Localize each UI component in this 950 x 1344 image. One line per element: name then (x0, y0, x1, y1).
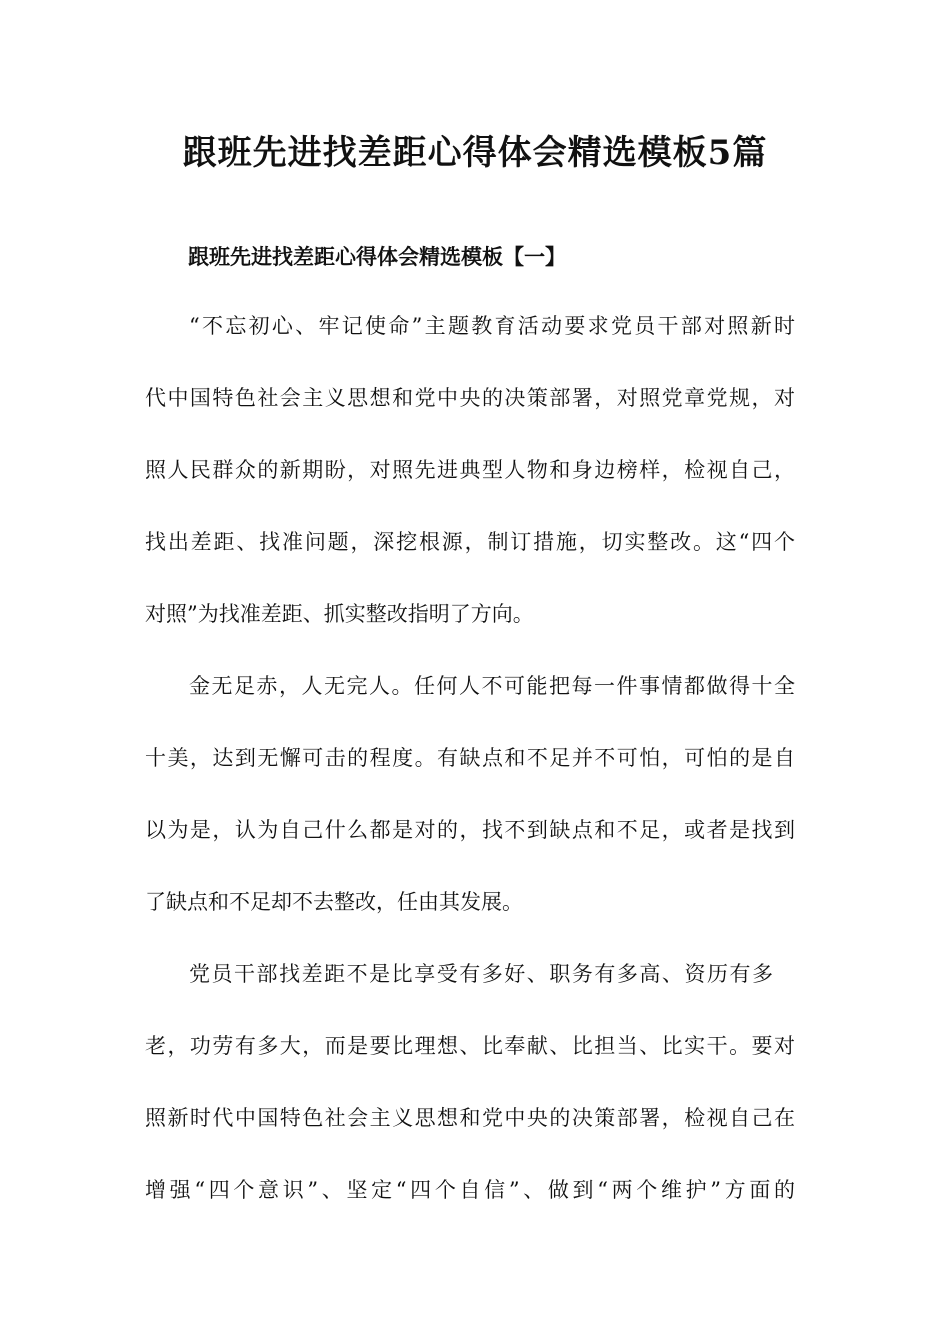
paragraph-line: 对照”为找准差距、抓实整改指明了方向。 (145, 602, 534, 626)
paragraph-line: 增强“四个意识”、坚定“四个自信”、做到“两个维护”方面的 (145, 1178, 795, 1202)
paragraph-line: 金无足赤，人无完人。任何人不可能把每一件事情都做得十全 (189, 674, 795, 698)
paragraph-line: 照人民群众的新期盼，对照先进典型人物和身边榜样，检视自己， (145, 458, 795, 482)
paragraph-line: 了缺点和不足却不去整改，任由其发展。 (145, 890, 523, 914)
paragraph-line: 代中国特色社会主义思想和党中央的决策部署，对照党章党规，对 (145, 386, 795, 410)
paragraph-line: 找出差距、找准问题，深挖根源，制订措施，切实整改。这“四个 (145, 530, 795, 554)
paragraph-line: 以为是，认为自己什么都是对的，找不到缺点和不足，或者是找到 (145, 818, 795, 842)
paragraph-line: 党员干部找差距不是比享受有多好、职务有多高、资历有多 (189, 962, 773, 986)
document-title: 跟班先进找差距心得体会精选模板5篇 (182, 133, 768, 173)
paragraph-line: 照新时代中国特色社会主义思想和党中央的决策部署，检视自己在 (145, 1106, 795, 1130)
paragraph-line: “不忘初心、牢记使命”主题教育活动要求党员干部对照新时 (189, 314, 795, 338)
section-heading: 跟班先进找差距心得体会精选模板【一】 (188, 244, 566, 269)
body-text (145, 290, 795, 1226)
paragraph-line: 老，功劳有多大，而是要比理想、比奉献、比担当、比实干。要对 (145, 1034, 795, 1058)
paragraph-line: 十美，达到无懈可击的程度。有缺点和不足并不可怕，可怕的是自 (145, 746, 795, 770)
